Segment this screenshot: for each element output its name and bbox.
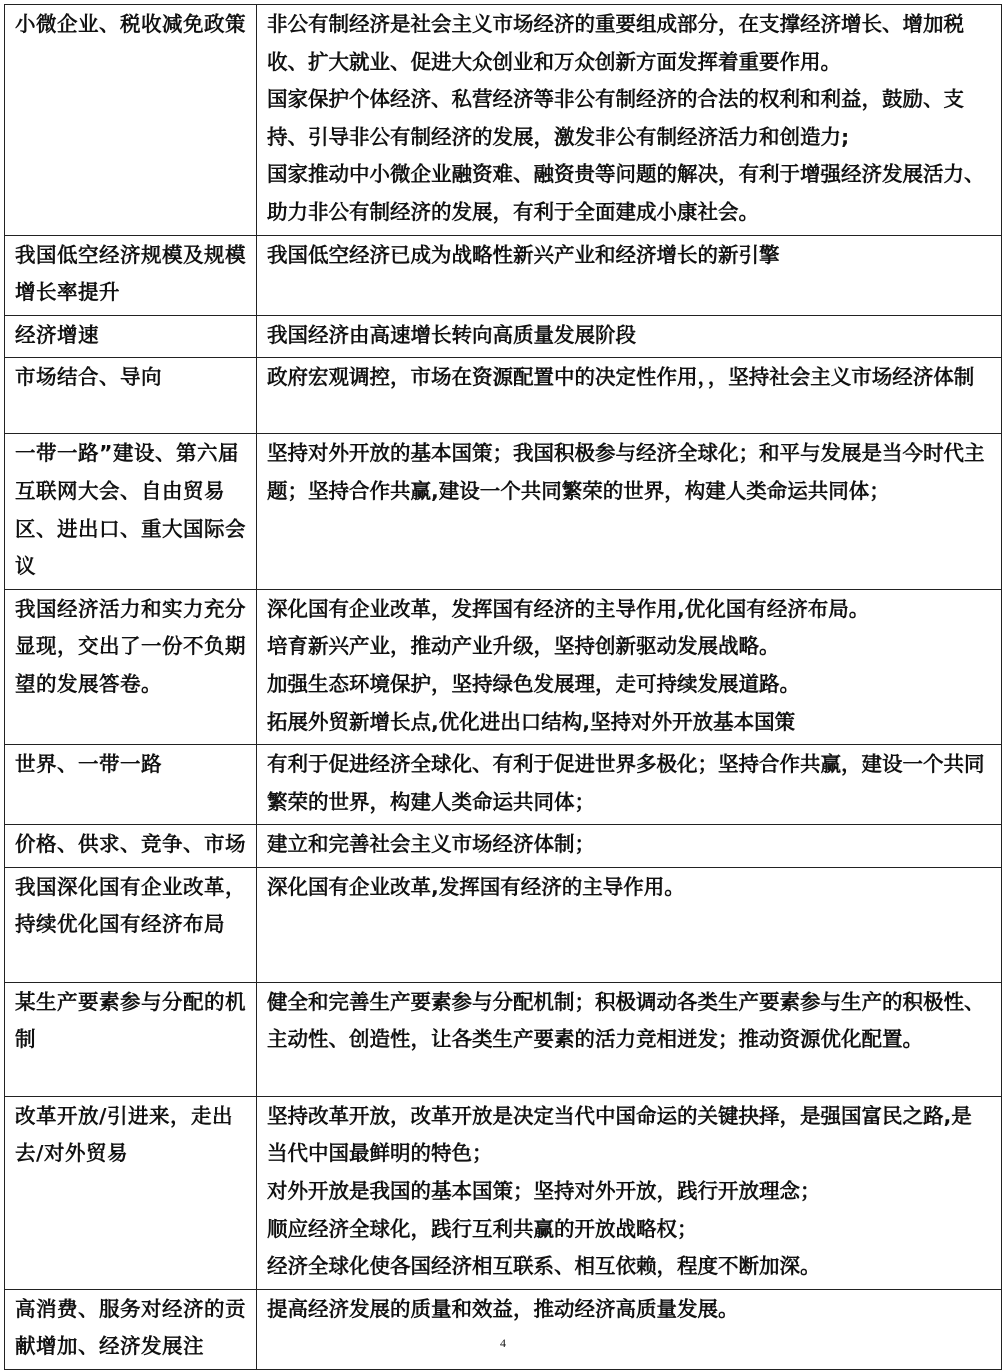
content-line: 坚持改革开放，改革开放是决定当代中国命运的关键抉择，是强国富民之路,是当代中国最鲜明的特色； [267,1103,972,1166]
content-line: 有利于促进经济全球化、有利于促进世界多极化；坚持合作共赢，建设一个共同繁荣的世界，构建人类命运共同体； [267,752,985,814]
topic-cell: 我国深化国有企业改革，持续优化国有经济布局 [5,867,257,982]
content-cell [257,5,1002,236]
table-body [5,5,1002,1370]
table-row [5,867,1002,982]
table-row [5,235,1002,315]
table-row [5,358,1002,434]
content-line: 提高经济发展的质量和效益，推动经济高质量发展。 [267,1296,739,1321]
topic-cell: 价格、供求、竞争、市场 [5,825,257,868]
content-line: 深化国有企业改革，发挥国有经济的主导作用,优化国有经济布局。 [267,596,870,621]
content-cell [257,315,1002,358]
topic-cell: 我国经济活力和实力充分显现，交出了一份不负期望的发展答卷。 [5,589,257,744]
content-line: 国家保护个体经济、私营经济等非公有制经济的合法的权利和利益，鼓励、支持、引导非公有制经济的发展，激发非公有制经济活力和创造力; [267,87,964,149]
knowledge-table [4,4,1002,1370]
content-cell [257,589,1002,744]
topic-cell: 高消费、服务对经济的贡献增加、经济发展注 [5,1289,257,1369]
content-line: 国家推动中小微企业融资难、融资贵等问题的解决，有利于增强经济发展活力、助力非公有制经济的发展，有利于全面建成小康社会。 [267,162,985,224]
topic-cell: 市场结合、导向 [5,358,257,434]
content-line: 政府宏观调控，市场在资源配置中的决定性作用，，坚持社会主义市场经济体制 [267,365,975,390]
content-line: 我国经济由高速增长转向高质量发展阶段 [267,322,636,347]
topic-cell: 某生产要素参与分配的机制 [5,982,257,1096]
topic-cell: 小微企业、税收减免政策 [5,5,257,236]
table-row [5,825,1002,868]
topic-cell: 我国低空经济规模及规模增长率提升 [5,235,257,315]
content-cell [257,825,1002,868]
content-cell [257,1096,1002,1289]
table-row [5,315,1002,358]
table-row [5,589,1002,744]
content-line: 顺应经济全球化，践行互利共赢的开放战略权； [267,1216,698,1241]
table-row [5,1289,1002,1369]
table-row [5,982,1002,1096]
table-row [5,1096,1002,1289]
content-cell [257,235,1002,315]
content-cell [257,745,1002,825]
content-line: 加强生态环境保护，坚持绿色发展理，走可持续发展道路。 [267,671,800,696]
content-line: 我国低空经济已成为战略性新兴产业和经济增长的新引擎 [267,242,780,267]
topic-cell: 世界、一带一路 [5,745,257,825]
topic-cell: 经济增速 [5,315,257,358]
page-number: 4 [500,1336,506,1350]
content-line: 非公有制经济是社会主义市场经济的重要组成部分，在支撑经济增长、增加税收、扩大就业、促进大众创业和万众创新方面发挥着重要作用。 [267,12,964,74]
content-line: 坚持对外开放的基本国策；我国积极参与经济全球化；和平与发展是当今时代主题；坚持合作共赢,建设一个共同繁荣的世界，构建人类命运共同体； [267,441,985,503]
topic-cell: 一带一路”建设、第六届互联网大会、自由贸易区、进出口、重大国际会议 [5,434,257,589]
table-row [5,5,1002,236]
content-line: 经济全球化使各国经济相互联系、相互依赖，程度不断加深。 [267,1254,821,1279]
content-cell [257,867,1002,982]
topic-cell: 改革开放/引进来，走出去/对外贸易 [5,1096,257,1289]
table-row [5,745,1002,825]
content-cell [257,434,1002,589]
content-cell [257,1289,1002,1369]
content-line: 深化国有企业改革,发挥国有经济的主导作用。 [267,874,685,899]
content-line: 拓展外贸新增长点,优化进出口结构,坚持对外开放基本国策 [267,709,796,734]
content-line: 对外开放是我国的基本国策；坚持对外开放，践行开放理念； [267,1179,821,1204]
content-cell [257,358,1002,434]
content-cell [257,982,1002,1096]
content-line: 建立和完善社会主义市场经济体制； [267,832,595,857]
content-line: 健全和完善生产要素参与分配机制；积极调动各类生产要素参与生产的积极性、主动性、创造性，让各类生产要素的活力竞相迸发；推动资源优化配置。 [267,989,985,1052]
table-row [5,434,1002,589]
content-line: 培育新兴产业，推动产业升级，坚持创新驱动发展战略。 [267,634,780,659]
